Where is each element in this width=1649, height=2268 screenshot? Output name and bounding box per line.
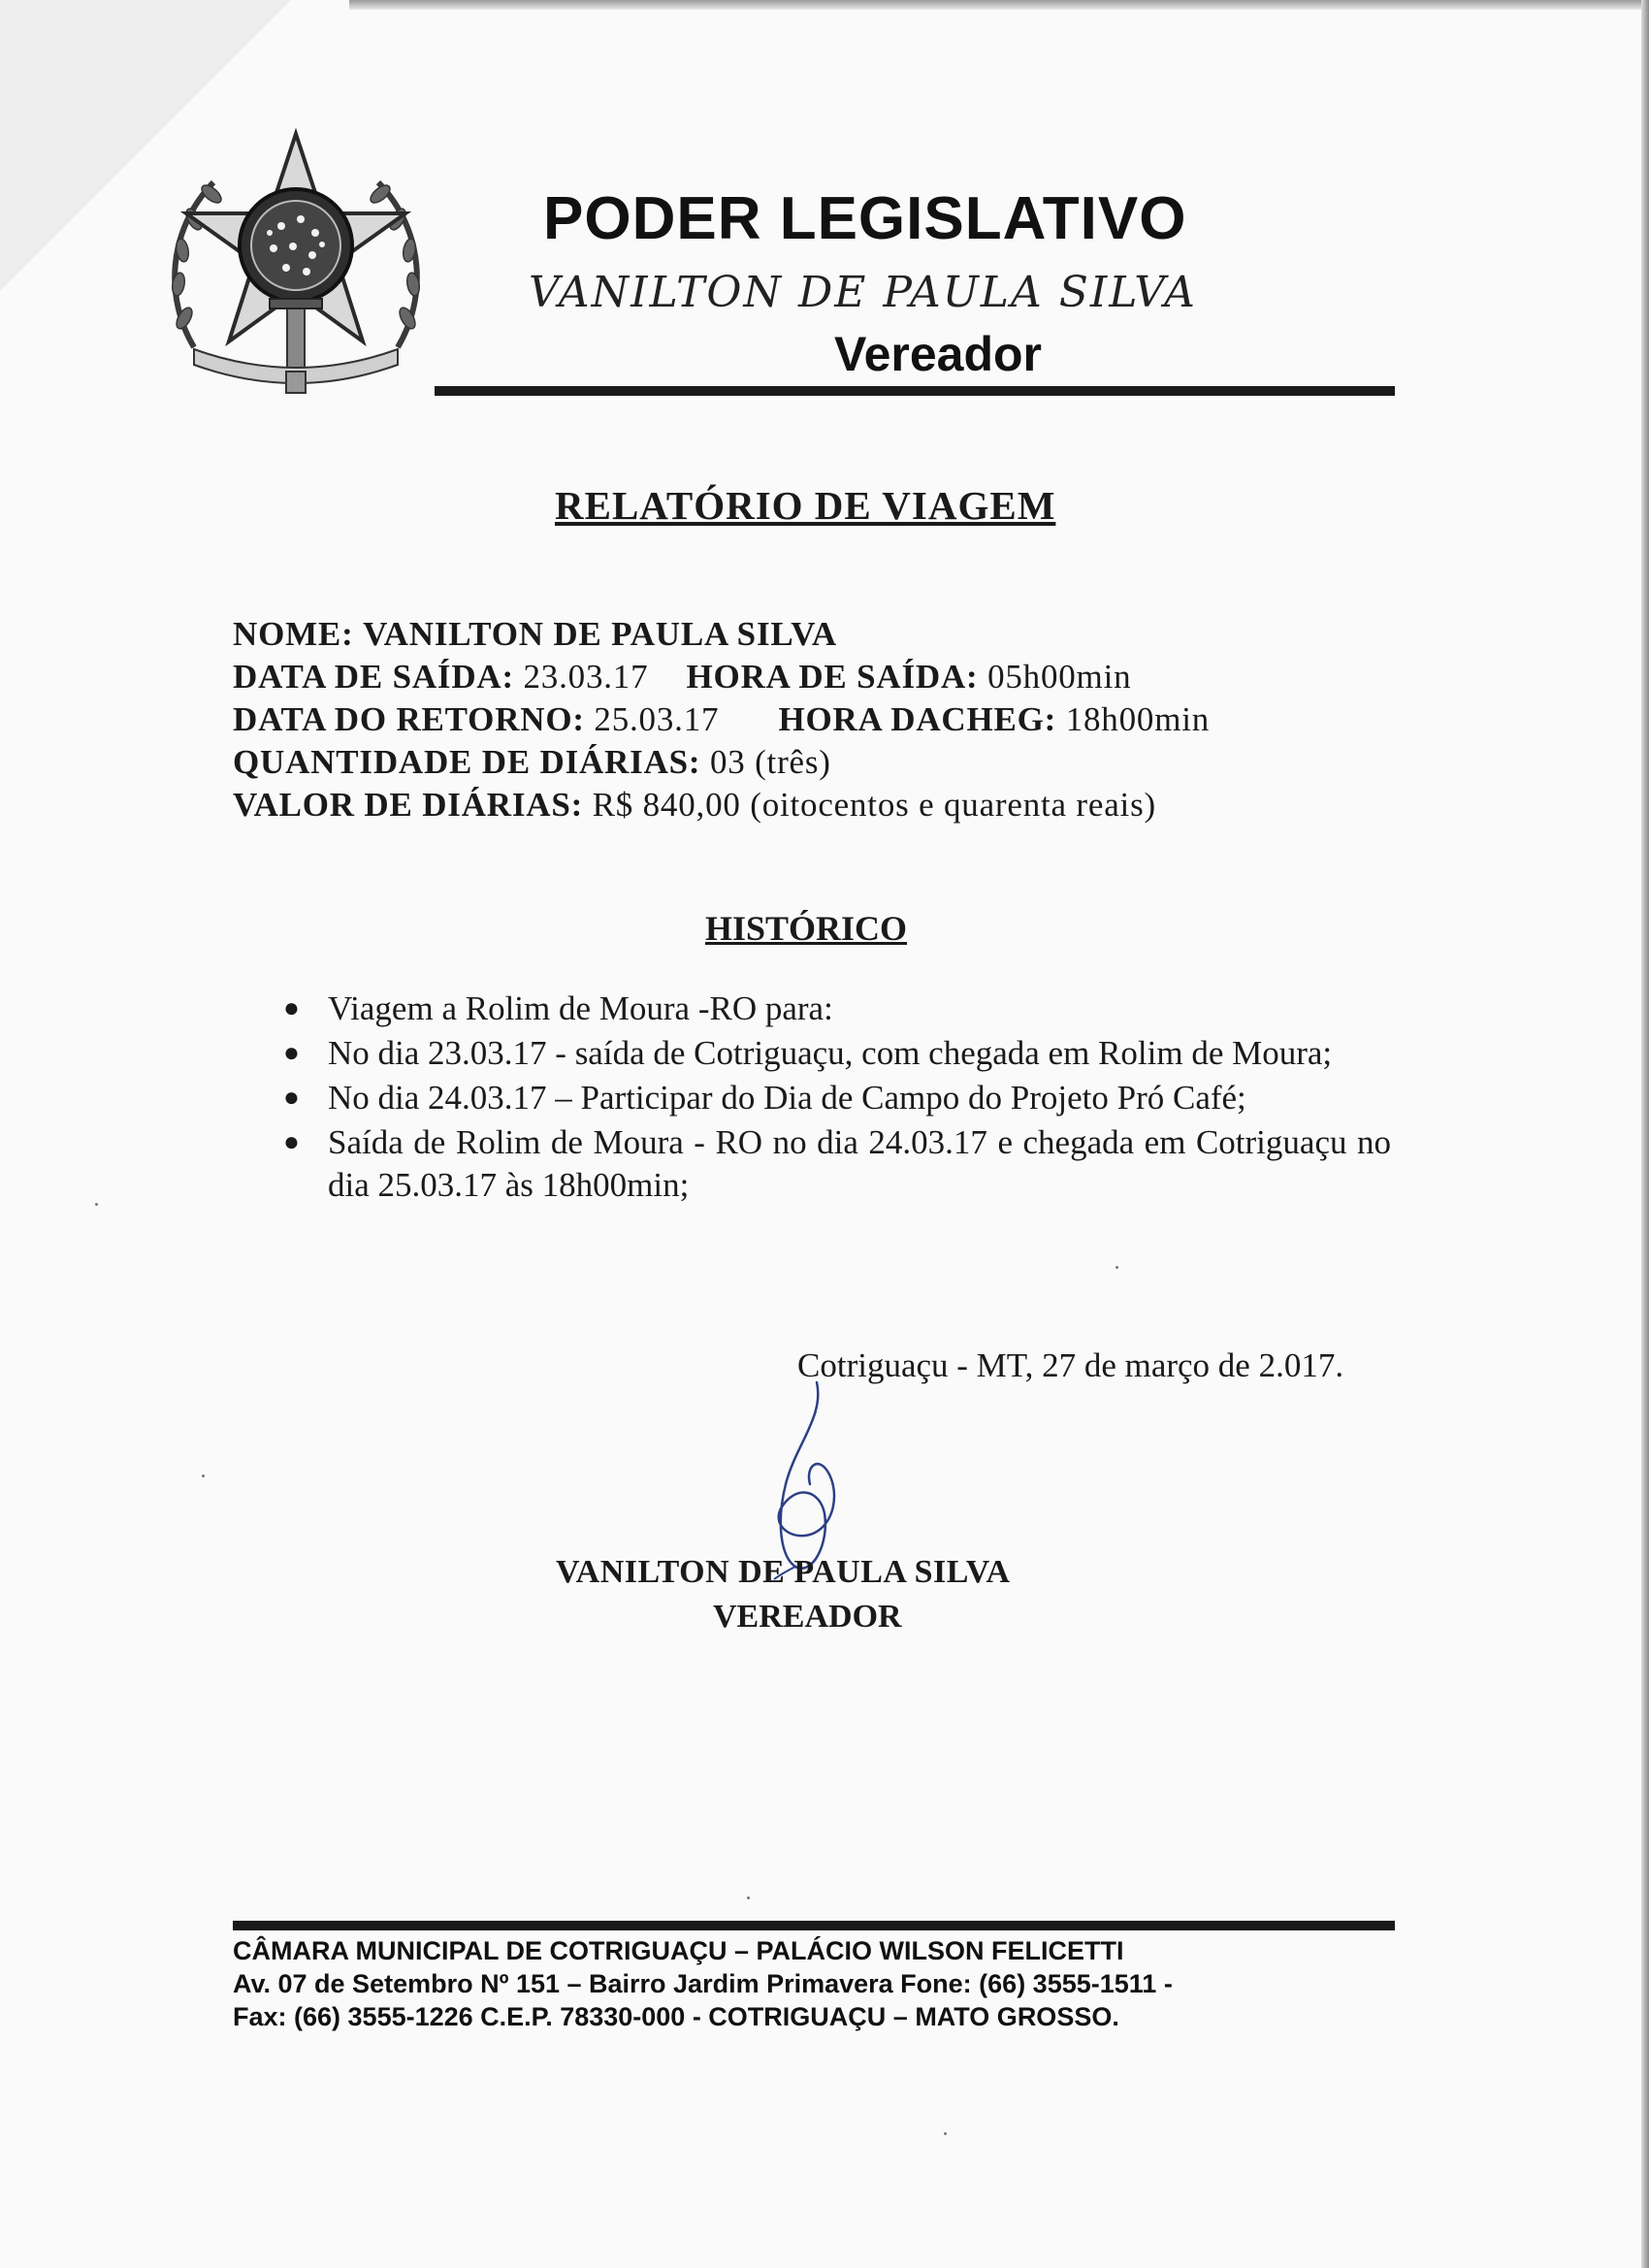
scan-edge-top xyxy=(349,0,1649,10)
history-title: HISTÓRICO xyxy=(705,909,908,948)
document-title: RELATÓRIO DE VIAGEM xyxy=(555,483,1056,528)
bullet-icon: ● xyxy=(283,1038,300,1068)
bullet-icon: ● xyxy=(283,1083,300,1113)
header-divider xyxy=(435,386,1395,396)
org-name: PODER LEGISLATIVO xyxy=(543,185,1187,252)
place-date: Cotriguaçu - MT, 27 de março de 2.017. xyxy=(797,1346,1344,1384)
quantidade-diarias-label: QUANTIDADE DE DIÁRIAS: xyxy=(233,743,701,781)
bullet-icon: ● xyxy=(283,993,300,1023)
handwritten-signature-icon xyxy=(757,1377,873,1581)
footer-line: CÂMARA MUNICIPAL DE COTRIGUAÇU – PALÁCIO WILSON FELICETTI xyxy=(233,1936,1124,1965)
footer-line: Fax: (66) 3555-1226 C.E.P. 78330-000 - COTRIGUAÇU – MATO GROSSO. xyxy=(233,2002,1119,2031)
scan-speck xyxy=(747,1896,750,1899)
hora-chegada-label: HORA DACHEG: xyxy=(778,700,1057,738)
holder-name: VANILTON DE PAULA SILVA xyxy=(529,268,1197,317)
data-retorno-label: DATA DO RETORNO: xyxy=(233,700,585,738)
hora-saida-label: HORA DE SAÍDA: xyxy=(686,658,979,696)
field-row-nome xyxy=(233,613,1210,656)
footer-address xyxy=(233,1934,1173,2033)
data-retorno-value: 25.03.17 xyxy=(594,700,720,738)
signer-name: VANILTON DE PAULA SILVA xyxy=(556,1554,1011,1590)
signer-role: VEREADOR xyxy=(713,1599,902,1635)
scan-edge-right xyxy=(1641,0,1649,2268)
hora-chegada-value: 18h00min xyxy=(1065,700,1211,738)
bullet-icon: ● xyxy=(283,1127,300,1157)
travel-fields xyxy=(233,613,1210,826)
history-item-text: Saída de Rolim de Moura - RO no dia 24.03.17 e chegada em Cotriguaçu no dia 25.03.17 às 18h00min; xyxy=(328,1123,1391,1204)
valor-diarias-label: VALOR DE DIÁRIAS: xyxy=(233,786,584,824)
history-item-text: No dia 24.03.17 – Participar do Dia de Campo do Projeto Pró Café; xyxy=(328,1079,1246,1117)
history-item-text: No dia 23.03.17 - saída de Cotriguaçu, com chegada em Rolim de Moura; xyxy=(328,1034,1333,1072)
hora-saida-value: 05h00min xyxy=(987,658,1132,696)
footer-line: Av. 07 de Setembro Nº 151 – Bairro Jardim Primavera Fone: (66) 3555-1511 - xyxy=(233,1969,1173,1998)
nome-value: VANILTON DE PAULA SILVA xyxy=(363,615,837,653)
field-row-valor xyxy=(233,784,1210,826)
field-row-quantidade xyxy=(233,741,1210,784)
holder-role: Vereador xyxy=(834,327,1043,381)
footer-divider xyxy=(233,1921,1395,1930)
history-list xyxy=(279,988,1391,1209)
list-item xyxy=(279,988,1391,1030)
list-item xyxy=(279,1032,1391,1075)
scan-speck xyxy=(95,1203,98,1206)
data-saida-label: DATA DE SAÍDA: xyxy=(233,658,514,696)
field-row-retorno xyxy=(233,698,1210,741)
scan-speck xyxy=(1116,1266,1118,1269)
list-item xyxy=(279,1077,1391,1119)
history-item-text: Viagem a Rolim de Moura -RO para: xyxy=(328,989,833,1027)
brazil-coat-of-arms-icon xyxy=(155,124,436,405)
scan-speck xyxy=(944,2132,947,2135)
valor-diarias-value: R$ 840,00 (oitocentos e quarenta reais) xyxy=(592,786,1156,824)
nome-label: NOME: xyxy=(233,615,354,653)
list-item xyxy=(279,1121,1391,1207)
field-row-saida xyxy=(233,656,1210,698)
data-saida-value: 23.03.17 xyxy=(523,658,649,696)
quantidade-diarias-value: 03 (três) xyxy=(709,743,831,781)
scan-speck xyxy=(202,1474,205,1477)
